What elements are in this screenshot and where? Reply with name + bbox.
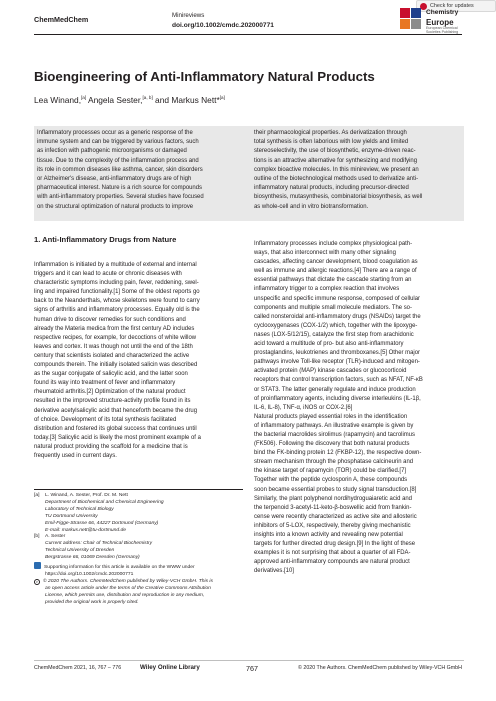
wiley-online-library-link[interactable]: Wiley Online Library [140, 664, 200, 671]
page-header [0, 0, 496, 40]
body-text-line: Natural products played essential roles in the identification [254, 413, 408, 420]
footnote-tag: [a] [34, 493, 40, 498]
footnote-rule [34, 489, 243, 490]
author-affiliation: [a, b] [142, 95, 153, 100]
author-affiliation: [a] [219, 95, 225, 100]
body-text-line: rheumatoid arthritis.[2] Optimization of the natural product [34, 389, 186, 396]
footnote-line [34, 507, 243, 514]
section-heading: 1. Anti-Inflammatory Drugs from Nature [34, 235, 177, 244]
body-text-line: approved anti-inflammatory compounds are natural product [254, 559, 410, 566]
body-text-line: Similarly, the plant polyphenol nordihydroguaiaretic acid and [254, 495, 412, 502]
footnote-line [34, 528, 243, 535]
updates-label: Check for updates [430, 3, 474, 9]
footnote-text: TU Dortmund University [45, 513, 98, 519]
body-text-line: inflammatory trigger to a complex reaction that involves [254, 286, 400, 293]
footnote-text: Bergstrasse 66, 01069 Dresden (Germany) [45, 555, 140, 561]
body-text-line: compounds therein. The initially isolated salicin was described [34, 362, 198, 369]
body-text-line: essential pathways that dictate the cascade starting from an [254, 277, 412, 284]
footnote-line [34, 562, 243, 572]
footnote-text: Department of Biochemical and Chemical Engineering [45, 499, 164, 505]
abstract-line: as whole-cell and in vitro biotransformation. [254, 203, 369, 210]
body-text-line: well as immune and allergic reactions.[4] There are a range of [254, 268, 417, 275]
body-text-line: cascades, affecting cancer development, blood coagulation as [254, 259, 418, 266]
body-text-line: the bacterial macrolides sirolimus (rapamycin) and tacrolimus [254, 431, 416, 438]
body-text-line: cyclooxygenases (COX-1/2) which, together with the lipoxyge- [254, 322, 418, 329]
footnote-text: © 2020 The Authors. ChemMedChem published by Wiley-VCH GmbH. This is [43, 578, 213, 584]
body-text-line: the terpenoid 3-acetyl-11-keto-β-boswellic acid from frankin- [254, 504, 412, 511]
creative-commons-icon: c [34, 579, 40, 585]
body-text-line: IL-6, IL-8), TNF-α, iNOS or COX-2.[6] [254, 404, 353, 411]
body-text-line: human drive to discover remedies for such conditions and [34, 316, 186, 323]
footnote-line [34, 555, 243, 562]
footnote-line [34, 521, 243, 528]
footnote-line [34, 572, 243, 579]
body-text-line: back to the Neanderthals, whose skeletons were found to carry [34, 298, 200, 305]
body-text-line: receptors that control transcription factors, such as NFAT, NF-κB [254, 377, 423, 384]
footnote-text: Supporting information for this article is available on the WWW under [44, 565, 195, 571]
body-column-right [254, 240, 464, 576]
body-text-line: unspecific and specific immune response, composed of cellular [254, 295, 421, 302]
abstract-line: inflammatory natural products, including precursor-directed [254, 185, 409, 192]
author-name: and Markus Nett* [155, 95, 220, 105]
abstract-line: or Alzheimer's disease, anti-inflammatory drugs are of high [37, 176, 192, 183]
body-text-line: already the Materia medica from the first century AD includes [34, 325, 195, 332]
abstract-column-left [37, 129, 243, 212]
footnote-text: Laboratory of Technical Biology [45, 506, 114, 512]
footer-copyright: © 2020 The Authors. ChemMedChem published by Wiley-VCH GmbH [298, 665, 462, 671]
footer-rule [34, 660, 464, 661]
body-column-left [34, 235, 243, 461]
abstract-line: immune system and can be triggered by various factors, such [37, 139, 199, 146]
publisher-name-line2: Europe [426, 18, 454, 27]
footnote-text: License, which permits use, distribution and reproduction in any medium, [45, 592, 205, 598]
body-text-line: inhibitors of 5-LOX, respectively, thereby giving mechanistic [254, 522, 411, 529]
footnote-text: A. Sester [45, 534, 66, 540]
body-text-line: characteristic symptoms including pain, fever, reddening, swel- [34, 280, 199, 287]
footnotes [34, 493, 243, 607]
abstract-line: their pharmacological properties. As derivatization through [254, 130, 407, 136]
body-text-line: insights into a known activity and revealing new potential [254, 532, 403, 538]
abstract-line: stereoselectivity, the use of biosynthetic, enzyme-driven reac- [254, 148, 416, 155]
body-text-line: as the sugar conjugate of salicylic acid, and the latter soon [34, 371, 188, 378]
footnote-text: E-mail: markus.nett@tu-dortmund.de [45, 527, 127, 533]
body-text-line: components and multiple small molecule mediators. The so- [254, 304, 412, 311]
page-number: 767 [246, 664, 258, 673]
abstract-line: biosynthesis, mutasynthesis, combinatorial biosynthesis, as well [254, 194, 423, 201]
body-text-line: today.[3] Salicylic acid is likely the most prominent example of a [34, 434, 201, 441]
body-text-line: cense were recently characterized as active site and allosteric [254, 513, 417, 520]
body-text-line: activated protein (MAP) kinase cascades or glucocorticoid [254, 368, 407, 375]
body-text-line: century that scientists isolated and characterized the active [34, 352, 190, 359]
body-text-line: or STAT3. The latter generally regulate and induce production [254, 386, 416, 393]
body-text-line: signs of arthritis and inflammatory processes. Equally old is the [34, 307, 200, 314]
abstract-line: tions is an attractive alternative for synthesizing and modifying [254, 157, 418, 164]
body-text-line: ling and impaired functionality.[1] Some of the oldest reports go [34, 289, 200, 296]
body-text-line: distribution and fostered its global success that continues until [34, 425, 197, 432]
body-text-line: Inflammation is initiated by a multitude of external and internal [34, 262, 197, 268]
body-text-line: acid toward a multitude of pro- but also anti-inflammatory [254, 341, 404, 348]
journal-reference: ChemMedChem 2021, 16, 767 – 776 [34, 665, 122, 671]
body-text-line: of choice. Development of its total synthesis facilitated [34, 416, 177, 423]
article-type: Minireviews [172, 12, 205, 19]
body-text-line: found its way into treatment of fever and inflammatory [34, 380, 176, 387]
body-text-line: of proinflammatory agents, including diverse interleukins (IL-1β, [254, 395, 421, 402]
abstract-line: outline of the biotechnological methods used to derivatize anti- [254, 176, 419, 183]
body-text-line: called nonsteroidal anti-inflammatory drugs (NSAIDs) target the [254, 313, 421, 320]
author-list [34, 95, 225, 105]
abstract [34, 126, 464, 221]
abstract-line: with anti-inflammatory properties. Several studies have focused [37, 194, 204, 201]
footnote-line [34, 493, 243, 500]
publisher-name-line3: European Chemical Societies Publishing [426, 26, 459, 34]
abstract-line: as infection with pathogenic microorganisms or damaged [37, 148, 187, 155]
author-name: Angela Sester, [88, 95, 143, 105]
publisher-logo [400, 6, 472, 32]
body-text-line: pathways involve Toll-like receptor (TLR)-induced and mitogen- [254, 359, 420, 366]
body-text-line: nases (LOX-5/12/15), catalyze the first step from arachidonic [254, 331, 414, 338]
body-text-line: ways, that also interconnect with many other signaling [254, 250, 396, 257]
footnote-line [34, 600, 243, 607]
chemistry-europe-logo-icon [400, 8, 422, 30]
footnote-text: Emil-Figge-Strasse 66, 44227 Dortmund (Germany) [45, 520, 159, 526]
publisher-name-line1: Chemistry [426, 9, 459, 16]
article-doi-link[interactable]: doi.org/10.1002/cmdc.202000771 [172, 22, 274, 29]
footnote-line [34, 579, 243, 586]
supporting-information-icon [34, 562, 41, 569]
abstract-line: complex bioactive molecules. In this minireview, we present an [254, 166, 419, 173]
abstract-column-right [254, 129, 460, 212]
footnote-text: Technical University of Dresden [45, 548, 115, 554]
body-text-line: derivatives.[10] [254, 568, 294, 575]
footnote-line [34, 500, 243, 507]
body-text-line: targets for further directed drug design.[9] In the light of these [254, 541, 416, 548]
author-affiliation: [a] [81, 95, 87, 100]
body-text-line: soon became essential probes to study signal transduction.[8] [254, 486, 417, 493]
abstract-line: on the structural optimization of natural products to improve [37, 203, 194, 210]
body-text-line: triggers and it can lead to acute or chronic diseases with [34, 271, 182, 278]
footnote-text: https://doi.org/10.1002/cmdc.202000771 [45, 571, 134, 577]
body-text-line: derivative acetylsalicylic acid that henceforth became the drug [34, 407, 198, 414]
footnote-line [34, 514, 243, 521]
author-name: Lea Winand, [34, 95, 82, 105]
article-title: Bioengineering of Anti-Inflammatory Natural Products [34, 69, 375, 84]
body-text-line: Inflammatory processes include complex physiological path- [254, 241, 413, 247]
abstract-line: its role in common diseases like asthma, cancer, skin disorders [37, 166, 203, 173]
body-text-line: frequently used in current days. [34, 452, 117, 459]
abstract-line: pharmaceutical interest. Nature is a rich source for compounds [37, 185, 203, 192]
body-text-line: stream mechanism through the phosphatase calcineurin and [254, 459, 414, 466]
body-text-line: respective recipes, for example, for decoctions of white willow [34, 334, 197, 341]
abstract-line: total synthesis is often laborious with low yields and limited [254, 139, 409, 146]
body-text-line: examples it is not surprising that about a quarter of all FDA- [254, 550, 411, 557]
footnote-line [34, 593, 243, 600]
footnote-text: Current address: Chair of Technical Biochemistry [45, 541, 153, 547]
footnote-line [34, 586, 243, 593]
footnote-text: provided the original work is properly cited. [45, 599, 139, 605]
body-text-line: prostaglandins, leukotrienes and thromboxanes.[5] Other major [254, 350, 421, 357]
body-text-line: resulted in the improved structure-activity profile found in its [34, 398, 191, 405]
body-text-line: natural product providing the scaffold for a medicine that is [34, 443, 188, 450]
body-text-line: leaves and cortex. It was though not until the end of the 18th [34, 343, 193, 350]
footnote-text: an open access article under the terms of the Creative Commons Attribution [45, 585, 211, 591]
body-text-line: (FK506). Following the discovery that both natural products [254, 441, 410, 448]
footnote-text: L. Winand, A. Sester, Prof. Dr. M. Nett [45, 493, 128, 498]
abstract-line: Inflammatory processes occur as a generic response of the [37, 130, 193, 136]
body-text-line: bind the FK-binding protein 12 (FKBP-12), the respective down- [254, 450, 422, 457]
abstract-line: tissue. Due to the complexity of the inflammation process and [37, 157, 199, 164]
footnote-tag: [b] [34, 534, 40, 540]
body-text-line: the kinase target of rapamycin (TOR) could be clarified.[7] [254, 468, 407, 475]
body-text-line: Together with the peptide cyclosporin A, these compounds [254, 477, 408, 484]
body-text-line: of inflammatory pathways. An illustrative example is given by [254, 422, 414, 429]
header-rule [34, 34, 462, 35]
journal-name: ChemMedChem [34, 15, 89, 24]
